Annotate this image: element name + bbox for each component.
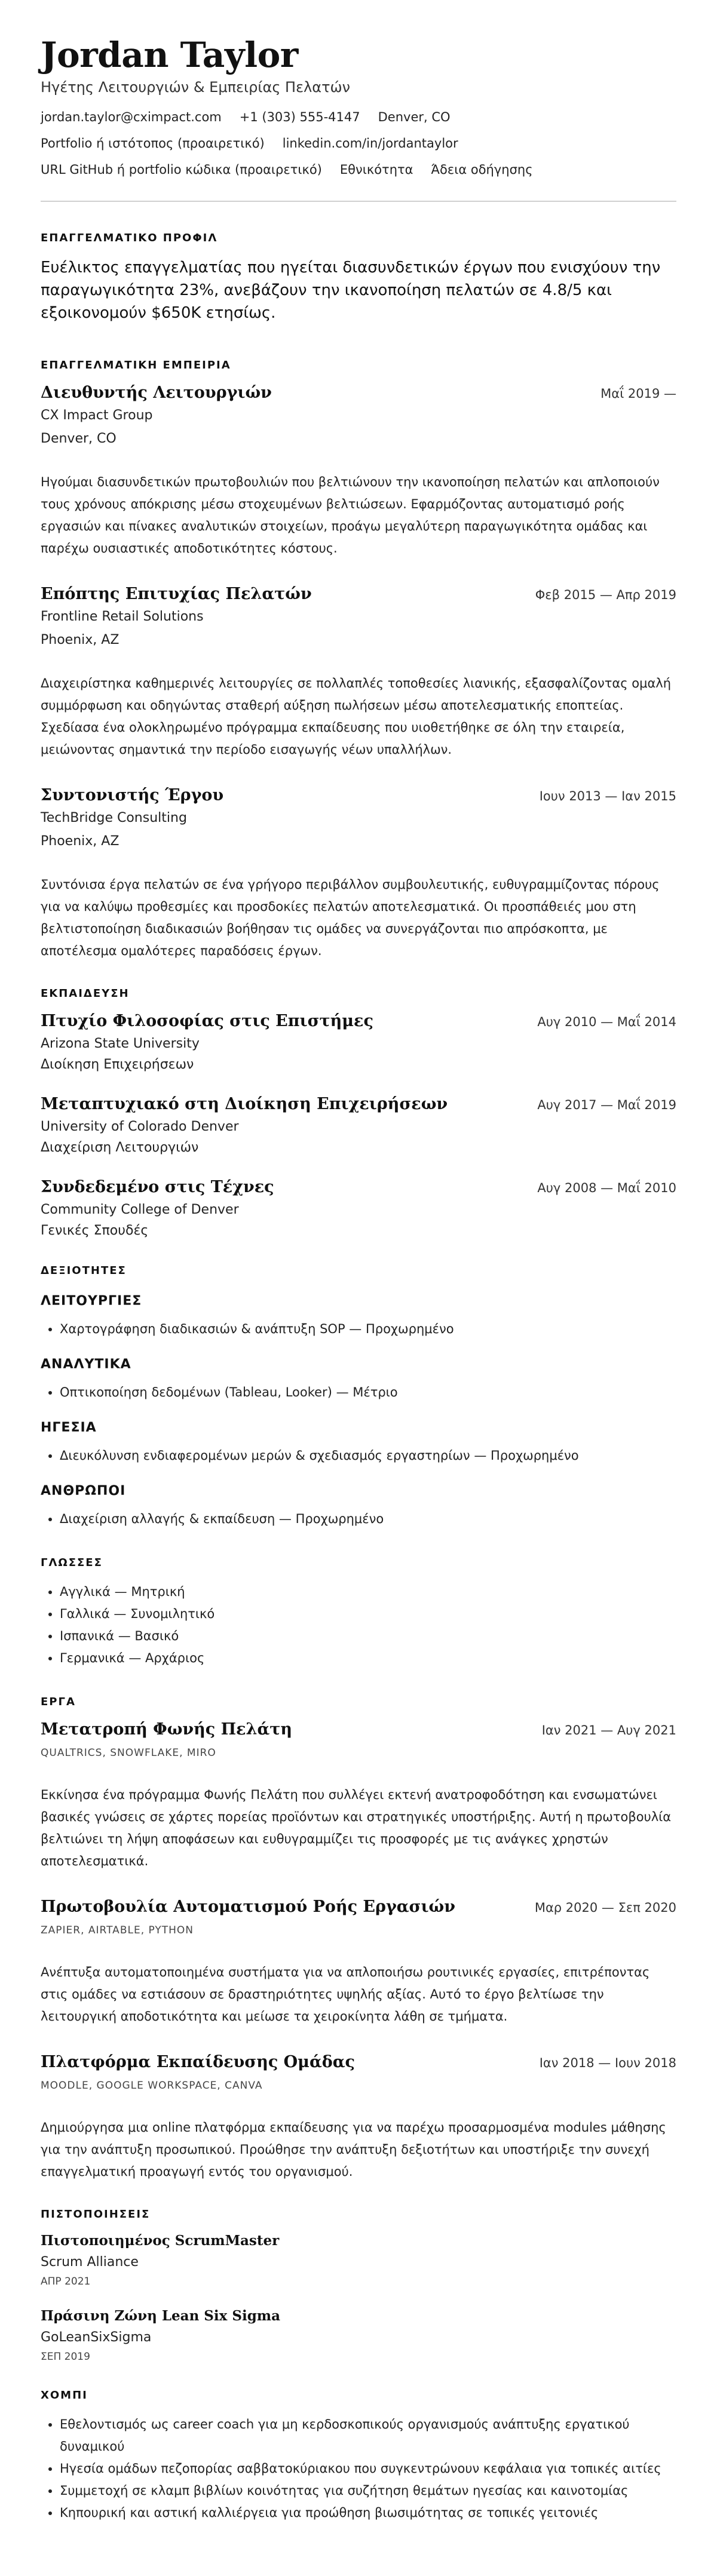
education-entry-head <box>41 1178 676 1196</box>
experience-company: Frontline Retail Solutions <box>41 609 204 624</box>
contact-portfolio[interactable]: Portfolio ή ιστότοπος (προαιρετικό) <box>41 136 265 151</box>
contact-linkedin[interactable]: linkedin.com/in/jordantaylor <box>282 136 458 151</box>
project-entry-head <box>41 2053 676 2071</box>
skill-category: ΗΓΕΣΙΑ <box>41 1420 97 1435</box>
language-item: • Ισπανικά — Βασικό <box>60 1625 676 1647</box>
project-description: Εκκίνησα ένα πρόγραμμα Φωνής Πελάτη που συλλέγει εκτενή ανατροφοδότηση και ενσωματώνει βασικές γνώσεις σε χάρτες πορείας προϊόντων και στρατηγικές υποστήριξης. Αυτή η πρωτοβουλία βελτιώνει τη λήψη αποφάσεων και ευθυγραμμίζει τις προσφορές με τις ανάγκες χρηστών αποτελεσματικά. <box>41 1788 672 1868</box>
experience-section <box>41 359 676 962</box>
contact-email[interactable]: jordan.taylor@cximpact.com <box>41 110 222 124</box>
contact-nationality: Εθνικότητα <box>339 162 413 177</box>
section-title-languages: ΓΛΩΣΣΕΣ <box>41 1556 103 1569</box>
experience-entry <box>41 585 676 761</box>
certification-name: Πράσινη Ζώνη Lean Six Sigma <box>41 2308 281 2324</box>
header-divider <box>41 201 676 202</box>
skill-list <box>41 1381 676 1404</box>
experience-entry-head <box>41 786 676 805</box>
experience-dates: Φεβ 2015 — Απρ 2019 <box>535 588 676 602</box>
hobbies-section <box>41 2389 676 2524</box>
language-item: • Αγγλικά — Μητρική <box>60 1581 676 1603</box>
experience-entry-head <box>41 585 676 603</box>
project-description: Ανέπτυξα αυτοματοποιημένα συστήματα για να απλοποιήσω ρουτινικές εργασίες, επιτρέποντας στις ομάδες να εστιάσουν σε δραστηριότητες υψηλής αξίας. Αυτό το έργο βελτίωσε την λειτουργική αποδοτικότητα και μείωσε τα χειροκίνητα λάθη σε τμήματα. <box>41 1965 650 2024</box>
experience-dates: Ιουν 2013 — Ιαν 2015 <box>539 789 676 803</box>
candidate-name: Jordan Taylor <box>41 35 298 75</box>
language-item: • Γαλλικά — Συνομιλητικό <box>60 1603 676 1625</box>
education-entry-head <box>41 1095 676 1113</box>
education-school: University of Colorado Denver <box>41 1119 239 1134</box>
education-field: Διαχείριση Λειτουργιών <box>41 1140 199 1155</box>
skill-list <box>41 1508 676 1530</box>
experience-company: CX Impact Group <box>41 408 153 423</box>
certification-date: ΣΕΠ 2019 <box>41 2351 90 2363</box>
skill-category: ΛΕΙΤΟΥΡΓΙΕΣ <box>41 1294 142 1309</box>
projects-section <box>41 1696 676 2183</box>
project-tech: ZAPIER, AIRTABLE, PYTHON <box>41 1924 194 1936</box>
hobby-item: • Ηγεσία ομάδων πεζοπορίας σαββατοκύριακου που συγκεντρώνουν κεφάλαια για τοπικές αιτίες <box>60 2458 676 2480</box>
certifications-section <box>41 2208 676 2363</box>
experience-location: Denver, CO <box>41 431 117 446</box>
language-item: • Γερμανικά — Αρχάριος <box>60 1647 676 1669</box>
experience-dates: Μαΐ 2019 — <box>600 386 676 401</box>
hobby-list <box>41 2414 676 2524</box>
certification-date: ΑΠΡ 2021 <box>41 2276 91 2288</box>
education-dates: Αυγ 2010 — Μαΐ 2014 <box>537 1015 676 1029</box>
project-dates: Ιαν 2021 — Αυγ 2021 <box>541 1723 676 1737</box>
experience-company: TechBridge Consulting <box>41 810 187 825</box>
project-entry <box>41 1720 676 1872</box>
project-name: Πλατφόρμα Εκπαίδευσης Ομάδας <box>41 2053 355 2071</box>
skill-category: ΑΝΑΛΥΤΙΚΑ <box>41 1357 131 1372</box>
certification-name: Πιστοποιημένος ScrumMaster <box>41 2233 280 2249</box>
hobby-item: • Συμμετοχή σε κλαμπ βιβλίων κοινότητας για συζήτηση θεμάτων ηγεσίας και καινοτομίας <box>60 2480 676 2502</box>
education-field: Γενικές Σπουδές <box>41 1223 149 1238</box>
experience-entry <box>41 786 676 962</box>
skill-list <box>41 1318 676 1340</box>
experience-role: Επόπτης Επιτυχίας Πελατών <box>41 585 312 603</box>
certification-org: Scrum Alliance <box>41 2255 139 2270</box>
candidate-headline: Ηγέτης Λειτουργιών & Εμπειρίας Πελατών <box>41 79 351 96</box>
languages-section <box>41 1556 676 1669</box>
project-dates: Μαρ 2020 — Σεπ 2020 <box>534 1900 676 1915</box>
section-title-hobbies: ΧΟΜΠΙ <box>41 2389 88 2402</box>
skills-section <box>41 1264 676 1530</box>
skill-category: ΑΝΘΡΩΠΟΙ <box>41 1484 126 1499</box>
education-section <box>41 987 676 1238</box>
education-degree: Μεταπτυχιακό στη Διοίκηση Επιχειρήσεων <box>41 1095 448 1113</box>
contact-license: Άδεια οδήγησης <box>431 162 533 177</box>
experience-location: Phoenix, AZ <box>41 633 120 647</box>
contact-row-extra <box>41 162 676 177</box>
experience-location: Phoenix, AZ <box>41 834 120 849</box>
contact-phone[interactable]: +1 (303) 555-4147 <box>239 110 360 124</box>
education-dates: Αυγ 2008 — Μαΐ 2010 <box>537 1181 676 1195</box>
section-title-skills: ΔΕΞΙΟΤΗΤΕΣ <box>41 1264 127 1277</box>
project-entry <box>41 1898 676 2028</box>
skill-item: • Χαρτογράφηση διαδικασιών & ανάπτυξη SOP — Προχωρημένο <box>60 1318 676 1340</box>
section-title-education: ΕΚΠΑΙΔΕΥΣΗ <box>41 987 130 1000</box>
experience-role: Συντονιστής Έργου <box>41 786 224 805</box>
project-tech: MOODLE, GOOGLE WORKSPACE, CANVA <box>41 2080 263 2092</box>
certification-org: GoLeanSixSigma <box>41 2330 152 2345</box>
summary-text: Ευέλικτος επαγγελματίας που ηγείται διασυνδετικών έργων που ενισχύουν την παραγωγικότητα 23%, ανεβάζουν την ικανοποίηση πελατών σε 4.8/5 και εξοικονομούν $650K ετησίως. <box>41 259 661 322</box>
hobby-item: • Κηπουρική και αστική καλλιέργεια για προώθηση βιωσιμότητας σε τοπικές γειτονιές <box>60 2502 676 2524</box>
hobby-item: • Εθελοντισμός ως career coach για μη κερδοσκοπικούς οργανισμούς ανάπτυξης εργατικού δυναμικού <box>60 2414 676 2458</box>
education-entry-head <box>41 1012 676 1030</box>
language-list <box>41 1581 676 1669</box>
contact-github[interactable]: URL GitHub ή portfolio κώδικα (προαιρετικό) <box>41 162 322 177</box>
section-title-experience: ΕΠΑΓΓΕΛΜΑΤΙΚΗ ΕΜΠΕΙΡΙΑ <box>41 359 231 371</box>
project-entry-head <box>41 1898 676 1916</box>
skill-item: • Οπτικοποίηση δεδομένων (Tableau, Looker) — Μέτριο <box>60 1381 676 1404</box>
project-dates: Ιαν 2018 — Ιουν 2018 <box>539 2056 676 2070</box>
project-entry <box>41 2053 676 2183</box>
certification-entry <box>41 2308 676 2363</box>
experience-description: Διαχειρίστηκα καθημερινές λειτουργίες σε πολλαπλές τοποθεσίες λιανικής, εξασφαλίζοντας ομαλή συμμόρφωση και οδηγώντας σταθερή αύξηση πωλήσεων μέσω αποτελεσματικής εποπτείας. Σχεδίασα ένα ολοκληρωμένο πρόγραμμα εκπαίδευσης που υιοθετήθηκε σε όλη την εταιρεία, μειώνοντας σημαντικά την περίοδο εισαγωγής νέων υπαλλήλων. <box>41 676 672 757</box>
section-title-projects: ΕΡΓΑ <box>41 1696 76 1708</box>
education-degree: Συνδεδεμένο στις Τέχνες <box>41 1178 274 1196</box>
project-tech: QUALTRICS, SNOWFLAKE, MIRO <box>41 1747 216 1759</box>
education-entry <box>41 1012 676 1072</box>
skill-item: • Διευκόλυνση ενδιαφερομένων μερών & σχεδιασμός εργαστηρίων — Προχωρημένο <box>60 1445 676 1467</box>
certification-entry <box>41 2233 676 2288</box>
contact-location: Denver, CO <box>378 110 451 124</box>
section-title-summary: ΕΠΑΓΓΕΛΜΑΤΙΚΟ ΠΡΟΦΙΛ <box>41 232 218 244</box>
project-name: Μετατροπή Φωνής Πελάτη <box>41 1720 293 1739</box>
skill-item: • Διαχείριση αλλαγής & εκπαίδευση — Προχωρημένο <box>60 1508 676 1530</box>
experience-description: Ηγούμαι διασυνδετικών πρωτοβουλιών που βελτιώνουν την ικανοποίηση πελατών και απλοποιούν τους χρόνους απόκρισης μέσω στοχευμένων βελτιώσεων. Εφαρμόζοντας αυτοματισμό ροής εργασιών και πίνακες αναλυτικών στοιχείων, προάγω μεγαλύτερη παραγωγικότητα ομάδας και παρέχω ουσιαστικές αποδοτικότητες κόστους. <box>41 475 660 555</box>
education-dates: Αυγ 2017 — Μαΐ 2019 <box>537 1098 676 1112</box>
experience-description: Συντόνισα έργα πελατών σε ένα γρήγορο περιβάλλον συμβουλευτικής, ευθυγραμμίζοντας πόρους για να καλύψω προθεσμίες και προσδοκίες πελατών αποτελεσματικά. Οι προσπάθειές μου στη βελτιστοποίηση διαδικασιών βοήθησαν τις ομάδες να συνεργάζονται πιο απρόσκοπτα, με αποτέλεσμα ομαλότερες παραδόσεις έργων. <box>41 877 660 958</box>
project-name: Πρωτοβουλία Αυτοματισμού Ροής Εργασιών <box>41 1898 455 1916</box>
education-entry <box>41 1178 676 1238</box>
summary-section <box>41 232 676 324</box>
education-entry <box>41 1095 676 1155</box>
experience-entry-head <box>41 383 676 402</box>
project-entry-head <box>41 1720 676 1739</box>
education-school: Arizona State University <box>41 1036 200 1051</box>
skill-list <box>41 1445 676 1467</box>
project-description: Δημιούργησα μια online πλατφόρμα εκπαίδευσης για να παρέχω προσαρμοσμένα modules μάθησης για την ανάπτυξη προσωπικού. Προώθησε την ανάπτυξη δεξιοτήτων και υποστήριξε την συνεχή επαγγελματική προαγωγή εντός του οργανισμού. <box>41 2120 666 2179</box>
contact-row-links <box>41 136 676 151</box>
education-degree: Πτυχίο Φιλοσοφίας στις Επιστήμες <box>41 1012 373 1030</box>
experience-entry <box>41 383 676 560</box>
education-field: Διοίκηση Επιχειρήσεων <box>41 1057 194 1072</box>
experience-role: Διευθυντής Λειτουργιών <box>41 383 272 402</box>
education-school: Community College of Denver <box>41 1202 239 1217</box>
section-title-certifications: ΠΙΣΤΟΠΟΙΗΣΕΙΣ <box>41 2208 151 2221</box>
contact-row-primary <box>41 110 676 124</box>
resume-header <box>41 35 676 177</box>
